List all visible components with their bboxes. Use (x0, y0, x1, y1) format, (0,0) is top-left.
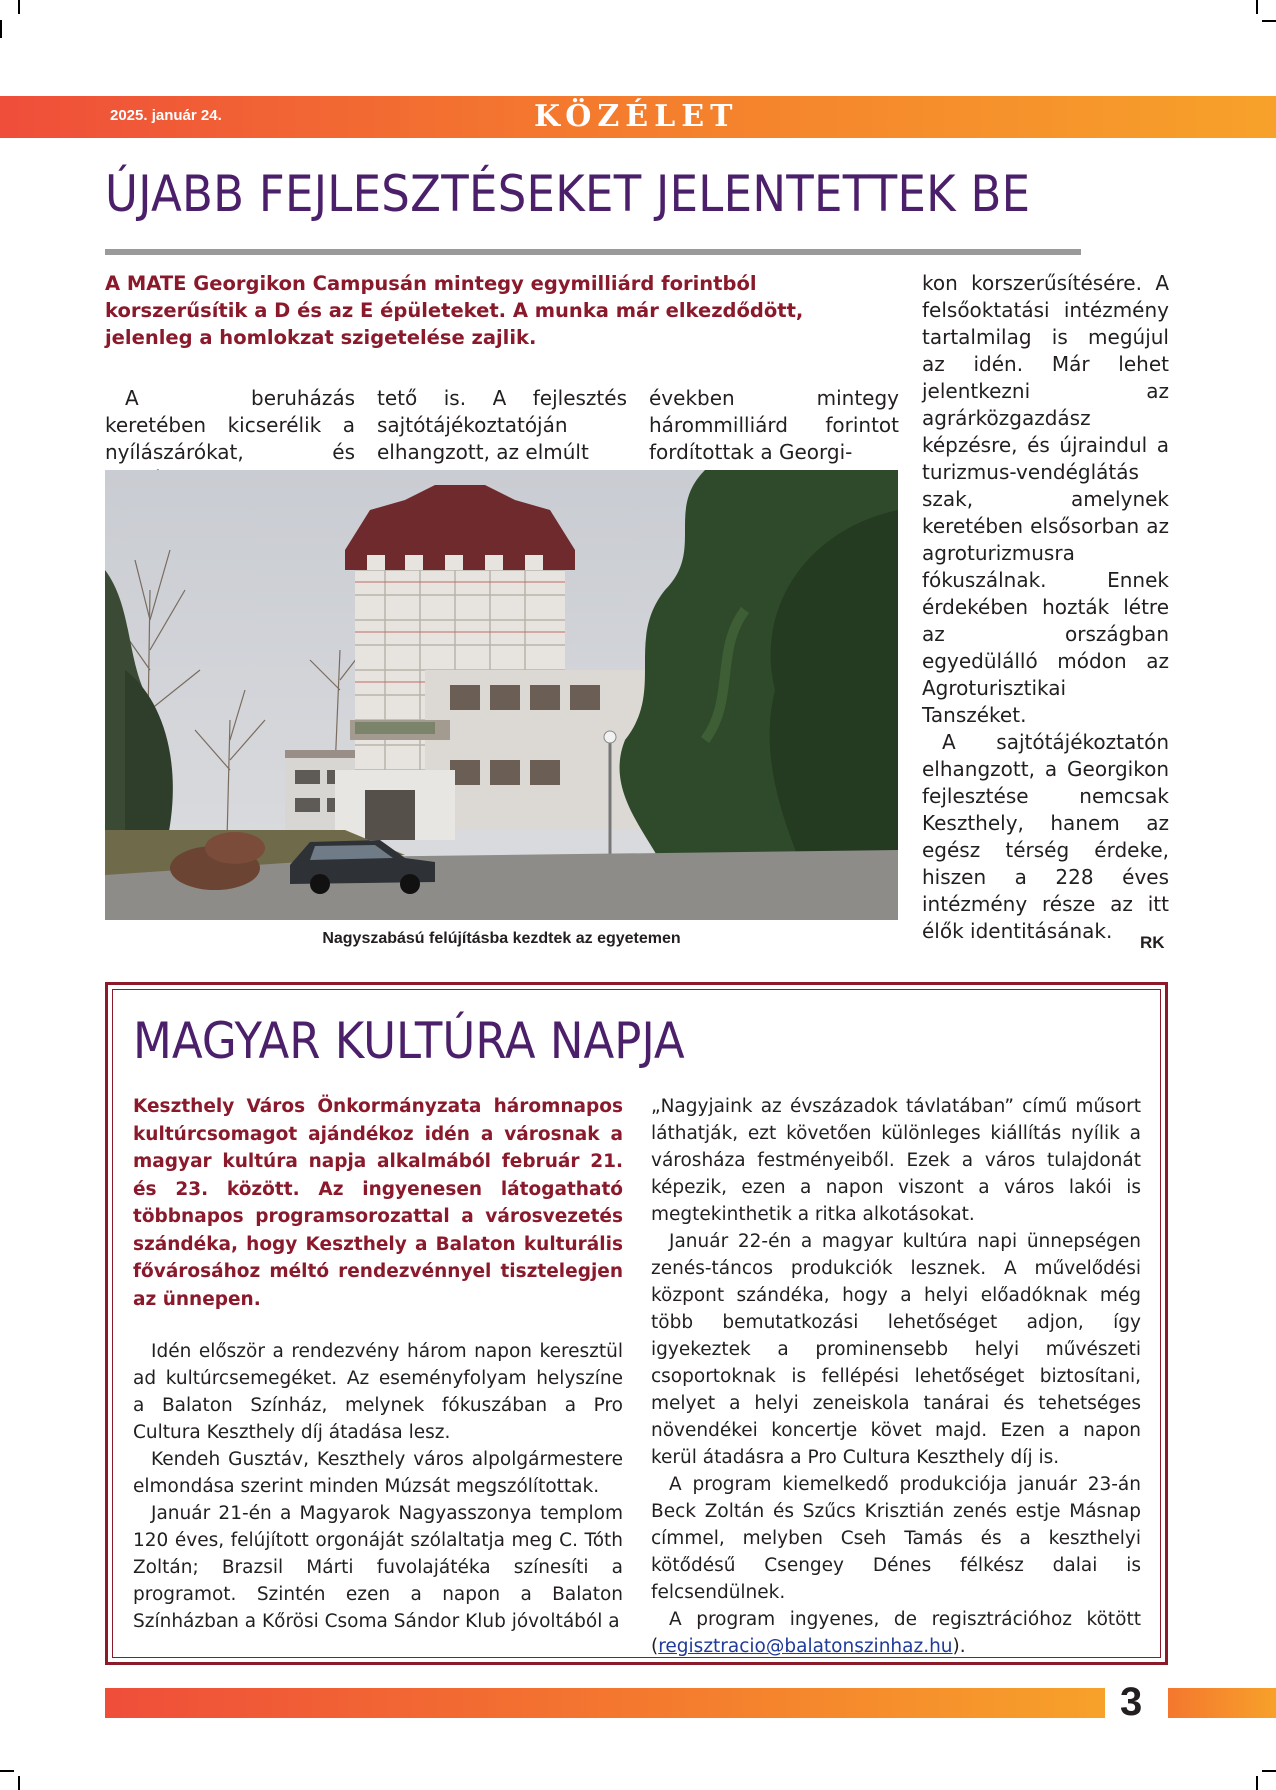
article-column-4 (922, 270, 1169, 945)
crop-mark (18, 0, 20, 14)
author-signature: RK (1140, 933, 1165, 952)
issue-date: 2025. január 24. (110, 107, 222, 124)
article-column-right (651, 1093, 1141, 1660)
paragraph: Január 22-én a magyar kultúra napi ünnepségen zenés-táncos produkciók lesznek. A művelődési központ szándéka, hogy a helyi előadóknak még több bemutatkozási lehetőséget adjon, így igyekeztek a prominensebb helyi művészeti csoportoknak is fellépési lehetőséget biztosítani, melyet a helyi zeneiskola tanárai és tehetséges növendékei koncertje követ majd. Ezen a napon kerül átadásra a Pro Cultura Keszthely díj is. (651, 1231, 1141, 1468)
footer-bar-right (1168, 1688, 1276, 1718)
paragraph: Január 21-én a Magyarok Nagyasszonya templom 120 éves, felújított orgonáját szólaltatja meg C. Tóth Zoltán; Brazsil Márti fuvolajátéka színesíti a programot. Szintén ezen a napon a Balaton Színházban a Kőrösi Csoma Sándor Klub jóvoltából a (133, 1503, 623, 1632)
paragraph: A beruházás keretében kicserélik a nyílászárókat, és (105, 386, 355, 464)
crop-mark (0, 20, 2, 38)
footer-bar (105, 1688, 1105, 1718)
page-number: 3 (1120, 1680, 1143, 1724)
crop-mark (1262, 20, 1276, 22)
headline-divider (105, 249, 1081, 255)
crop-mark (1256, 1776, 1258, 1790)
paragraph: A sajtótájékoztatón elhangzott, a Georgikon fejlesztése nemcsak Keszthely, hanem az egész térség érdeke, hiszen a 228 éves intézmény része az itt élők identitásának. (922, 730, 1169, 943)
campus-building-photo (105, 470, 898, 920)
crop-mark (18, 1776, 20, 1790)
paragraph: Idén először a rendezvény három napon keresztül ad kultúrcsemegéket. Az eseményfolyam helyszíne a Balaton Színház, melynek fókuszában a Pro Cultura Keszthely díj átadása lesz. (133, 1341, 623, 1443)
paragraph: A program kiemelkedő produkciója január 23-án Beck Zoltán és Szűcs Krisztián zenés estje Másnap címmel, melyben Cseh Tamás és a keszthelyi kötődésű Csengey Dénes félkész dalai is felcsendülnek. (651, 1474, 1141, 1603)
article-column-2 (377, 385, 627, 466)
section-title: KÖZÉLET (534, 99, 739, 134)
article-lead: A MATE Georgikon Campusán mintegy egymilliárd forintból korszerűsítik a D és az E épületeket. A munka már elkezdődött, jelenleg a homlokzat szigetelése zajlik. (105, 272, 804, 349)
paragraph: „Nagyjaink az évszázadok távlatában” című műsort láthatják, ezt követően különleges kiállítás nyílik a városháza festményeiből. Ezek a város tulajdonát képezik, ezen a napon viszont a város lakói is megtekinthetik a ritka alkotásokat. (651, 1096, 1141, 1225)
crop-mark (1262, 1770, 1276, 1772)
paragraph: tető is. A fejlesztés sajtótájékoztatóján elhangzott, az elmúlt (377, 386, 627, 464)
crop-mark (0, 1770, 14, 1772)
article-column-left (133, 1338, 623, 1635)
paragraph-text: A program ingyenes, de regisztrációhoz kötött ( (651, 1609, 1141, 1657)
paragraph: kon korszerűsítésére. A felsőoktatási intézmény tartalmilag is megújul az idén. Már lehet jelentkezni az agrárközgazdász képzésre, és újraindul a turizmus-vendéglátás szak, amelynek keretében elsősorban az agroturizmusra fókuszálnak. Ennek érdekében hozták létre az országban egyedülálló módon az Agroturisztikai Tanszéket. (922, 271, 1169, 727)
article-headline: MAGYAR KULTÚRA NAPJA (133, 1012, 685, 1070)
article-headline: ÚJABB FEJLESZTÉSEKET JELENTETTEK BE (105, 165, 1031, 223)
article-lead: Keszthely Város Önkormányzata háromnapos kultúrcsomagot ajándékoz idén a városnak a magyar kultúra napja alkalmából február 21. és 23. között. Az ingyenesen látogatható többnapos programsorozattal a városvezetés szándéka, hogy Keszthely a Balaton kulturális fővárosához méltó rendezvénnyel tisztelegjen az ünnepen. (133, 1096, 623, 1310)
paragraph: Kendeh Gusztáv, Keszthely város alpolgármestere elmondása szerint minden Múzsát megszólítottak. (133, 1449, 623, 1497)
crop-mark (1256, 0, 1258, 14)
registration-email-link[interactable]: regisztracio@balatonszinhaz.hu (658, 1636, 953, 1657)
photo-caption: Nagyszabású felújításba kezdtek az egyetemen (322, 930, 681, 947)
paragraph-text: ). (952, 1636, 966, 1657)
paragraph: években mintegy hárommilliárd forintot fordítottak a Georgi- (649, 386, 899, 464)
paragraph (651, 1606, 1141, 1660)
article-column-3 (649, 385, 899, 466)
